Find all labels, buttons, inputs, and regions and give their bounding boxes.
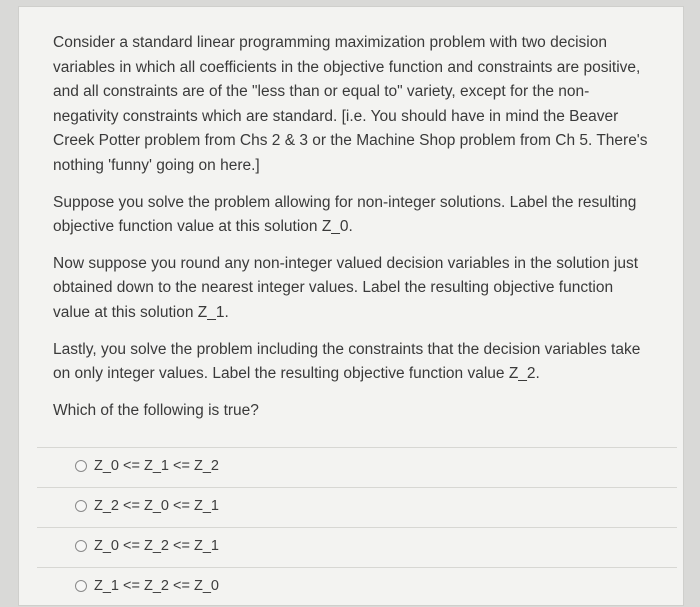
answer-option-label: Z_2 <= Z_0 <= Z_1 [94, 497, 219, 514]
question-card [18, 6, 684, 606]
radio-button-icon[interactable] [75, 540, 87, 552]
radio-button-icon[interactable] [75, 460, 87, 472]
answer-option-label: Z_1 <= Z_2 <= Z_0 [94, 577, 219, 594]
answer-option-label: Z_0 <= Z_2 <= Z_1 [94, 537, 219, 554]
answer-option-1[interactable] [37, 447, 677, 483]
question-text [53, 31, 651, 435]
question-paragraph-3: Now suppose you round any non-integer valued decision variables in the solution just obtained down to the nearest integer values. Label the resulting objective function value at this solution Z_1. [53, 254, 639, 321]
question-paragraph-4: Lastly, you solve the problem including the constraints that the decision variables take on only integer values. Label the resulting objective function value Z_2. [53, 340, 641, 383]
question-paragraph-1: Consider a standard linear programming maximization problem with two decision variables in which all coefficients in the objective function and constraints are positive, and all constraints are of the "less than or equal to" variety, except for the non-negativity constraints which are standard. [i.e. You should have in mind the Beaver Creek Potter problem from Chs 2 & 3 or the Machine Shop problem from Ch 5. There's nothing 'funny' going on here.] [53, 34, 648, 174]
answer-option-2[interactable] [37, 487, 677, 523]
question-prompt: Which of the following is true? [53, 401, 259, 419]
radio-button-icon[interactable] [75, 500, 87, 512]
question-paragraph-2: Suppose you solve the problem allowing for non-integer solutions. Label the resulting objective function value at this solution Z_0. [53, 193, 637, 236]
radio-button-icon[interactable] [75, 580, 87, 592]
answer-options [37, 447, 677, 607]
answer-option-3[interactable] [37, 527, 677, 563]
answer-option-4[interactable] [37, 567, 677, 603]
answer-option-label: Z_0 <= Z_1 <= Z_2 [94, 457, 219, 474]
